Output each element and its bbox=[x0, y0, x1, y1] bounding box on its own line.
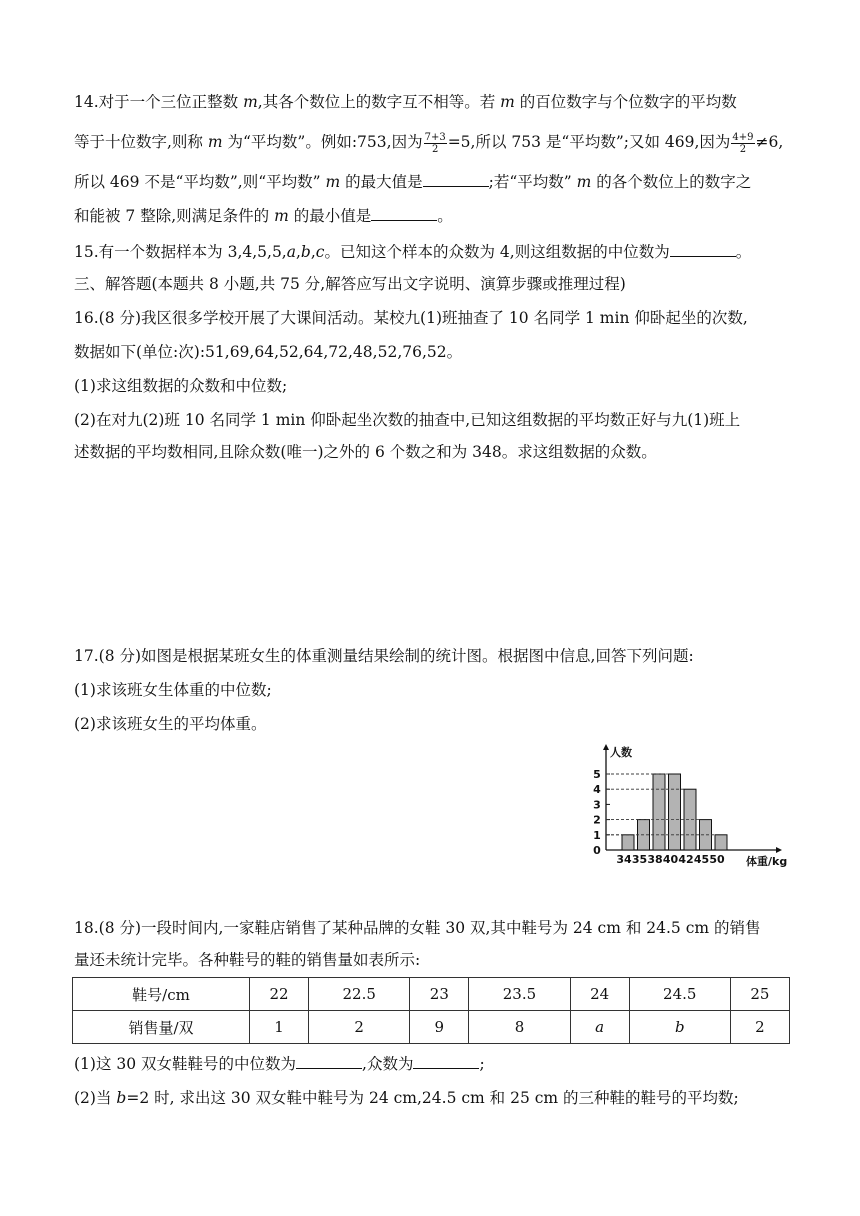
table-cell: b bbox=[629, 1011, 730, 1044]
x-tick-label: 38 bbox=[647, 853, 663, 866]
table-cell: 22.5 bbox=[309, 978, 410, 1011]
q16-line-5: 述数据的平均数相同,且除众数(唯一)之外的 6 个数之和为 348。求这组数据的众数。 bbox=[74, 443, 657, 461]
table-cell: 1 bbox=[250, 1011, 309, 1044]
bar bbox=[669, 774, 681, 850]
table-cell: 8 bbox=[469, 1011, 570, 1044]
q18-line-2: 量还未统计完毕。各种鞋号的鞋的销售量如表所示: bbox=[74, 951, 421, 969]
q18-line-1: 18.(8 分)一段时间内,一家鞋店销售了某种品牌的女鞋 30 双,其中鞋号为 24 cm 和 24.5 cm 的销售 bbox=[74, 919, 761, 937]
q14-line-1: 14.对于一个三位正整数 m,其各个数位上的数字互不相等。若 m 的百位数字与个位数字的平均数 bbox=[74, 93, 737, 111]
x-tick-label: 45 bbox=[693, 853, 710, 866]
bar bbox=[684, 789, 696, 850]
q14-line-3: 所以 469 不是“平均数”,则“平均数” m 的最大值是 ;若“平均数” m 的各个数位上的数字之 bbox=[74, 173, 752, 191]
y-tick-label: 1 bbox=[593, 828, 601, 842]
answer-blank[interactable] bbox=[423, 172, 489, 187]
table-cell: 9 bbox=[410, 1011, 469, 1044]
fraction-7-3-over-2: $\frac{7+3}{2}$ bbox=[424, 131, 446, 155]
y-axis-arrow bbox=[603, 744, 609, 750]
weight-bar-chart bbox=[586, 742, 796, 870]
q17-line-2: (1)求该班女生体重的中位数; bbox=[74, 681, 272, 699]
table-header-cell: 销售量/双 bbox=[73, 1011, 250, 1044]
table-cell: 24 bbox=[570, 978, 629, 1011]
chart-svg bbox=[586, 742, 796, 870]
answer-blank[interactable] bbox=[371, 206, 437, 221]
table-cell: 22 bbox=[250, 978, 309, 1011]
table-cell: 23 bbox=[410, 978, 469, 1011]
y-tick-label: 4 bbox=[593, 783, 601, 797]
x-tick-label: 34 bbox=[616, 853, 632, 866]
x-tick-label: 35 bbox=[631, 853, 648, 866]
fraction-4-9-over-2: $\frac{4+9}{2}$ bbox=[732, 131, 754, 155]
x-tick-label: 50 bbox=[709, 853, 725, 866]
section-heading: 三、解答题(本题共 8 小题,共 75 分,解答应写出文字说明、演算步骤或推理过程) bbox=[74, 275, 626, 293]
q17-line-3: (2)求该班女生的平均体重。 bbox=[74, 715, 267, 733]
q14-line-2: 等于十位数字,则称 m 为“平均数”。例如:753,因为 $\frac{7+3}{2}$ =5,所以 753 是“平均数”;又如 469,因为 $\frac{4+9}{2}$ ≠6, bbox=[74, 131, 784, 155]
q16-line-3: (1)求这组数据的众数和中位数; bbox=[74, 377, 288, 395]
answer-blank[interactable] bbox=[296, 1054, 362, 1069]
y-tick-label: 0 bbox=[593, 844, 601, 857]
bar bbox=[653, 774, 665, 850]
x-axis-label: 体重/kg bbox=[746, 855, 788, 868]
table-header-cell: 鞋号/cm bbox=[73, 978, 250, 1011]
table-cell: a bbox=[570, 1011, 629, 1044]
table-cell: 2 bbox=[730, 1011, 789, 1044]
q17-line-1: 17.(8 分)如图是根据某班女生的体重测量结果绘制的统计图。根据图中信息,回答下列问题: bbox=[74, 647, 694, 665]
table-row bbox=[73, 978, 790, 1011]
q18-part-1: (1)这 30 双女鞋鞋号的中位数为 ,众数为 ; bbox=[74, 1055, 485, 1073]
q18-part-2: (2)当 b=2 时, 求出这 30 双女鞋中鞋号为 24 cm,24.5 cm 和 25 cm 的三种鞋的鞋号的平均数; bbox=[74, 1089, 739, 1107]
q16-line-1: 16.(8 分)我区很多学校开展了大课间活动。某校九(1)班抽查了 10 名同学 1 min 仰卧起坐的次数, bbox=[74, 309, 748, 327]
table-row bbox=[73, 1011, 790, 1044]
q16-line-2: 数据如下(单位:次):51,69,64,52,64,72,48,52,76,52。 bbox=[74, 343, 463, 361]
bar bbox=[715, 835, 727, 850]
y-tick-label: 5 bbox=[593, 768, 601, 781]
answer-blank[interactable] bbox=[670, 242, 736, 257]
bar bbox=[622, 835, 634, 850]
y-axis-label: 人数 bbox=[610, 746, 632, 759]
x-tick-label: 40 bbox=[662, 853, 679, 866]
y-tick-label: 2 bbox=[593, 813, 601, 827]
y-tick-label: 3 bbox=[593, 798, 601, 812]
q14-line-4: 和能被 7 整除,则满足条件的 m 的最小值是 。 bbox=[74, 207, 453, 225]
answer-blank[interactable] bbox=[413, 1054, 479, 1069]
x-tick-label: 42 bbox=[678, 853, 694, 866]
shoe-size-table bbox=[72, 977, 790, 1044]
table-cell: 25 bbox=[730, 978, 789, 1011]
table-cell: 2 bbox=[309, 1011, 410, 1044]
q15-line-1: 15.有一个数据样本为 3,4,5,5,a,b,c。已知这个样本的众数为 4,则这组数据的中位数为 。 bbox=[74, 243, 752, 261]
q16-line-4: (2)在对九(2)班 10 名同学 1 min 仰卧起坐次数的抽查中,已知这组数据的平均数正好与九(1)班上 bbox=[74, 411, 741, 429]
table-cell: 24.5 bbox=[629, 978, 730, 1011]
table-cell: 23.5 bbox=[469, 978, 570, 1011]
x-axis-arrow bbox=[776, 847, 782, 853]
